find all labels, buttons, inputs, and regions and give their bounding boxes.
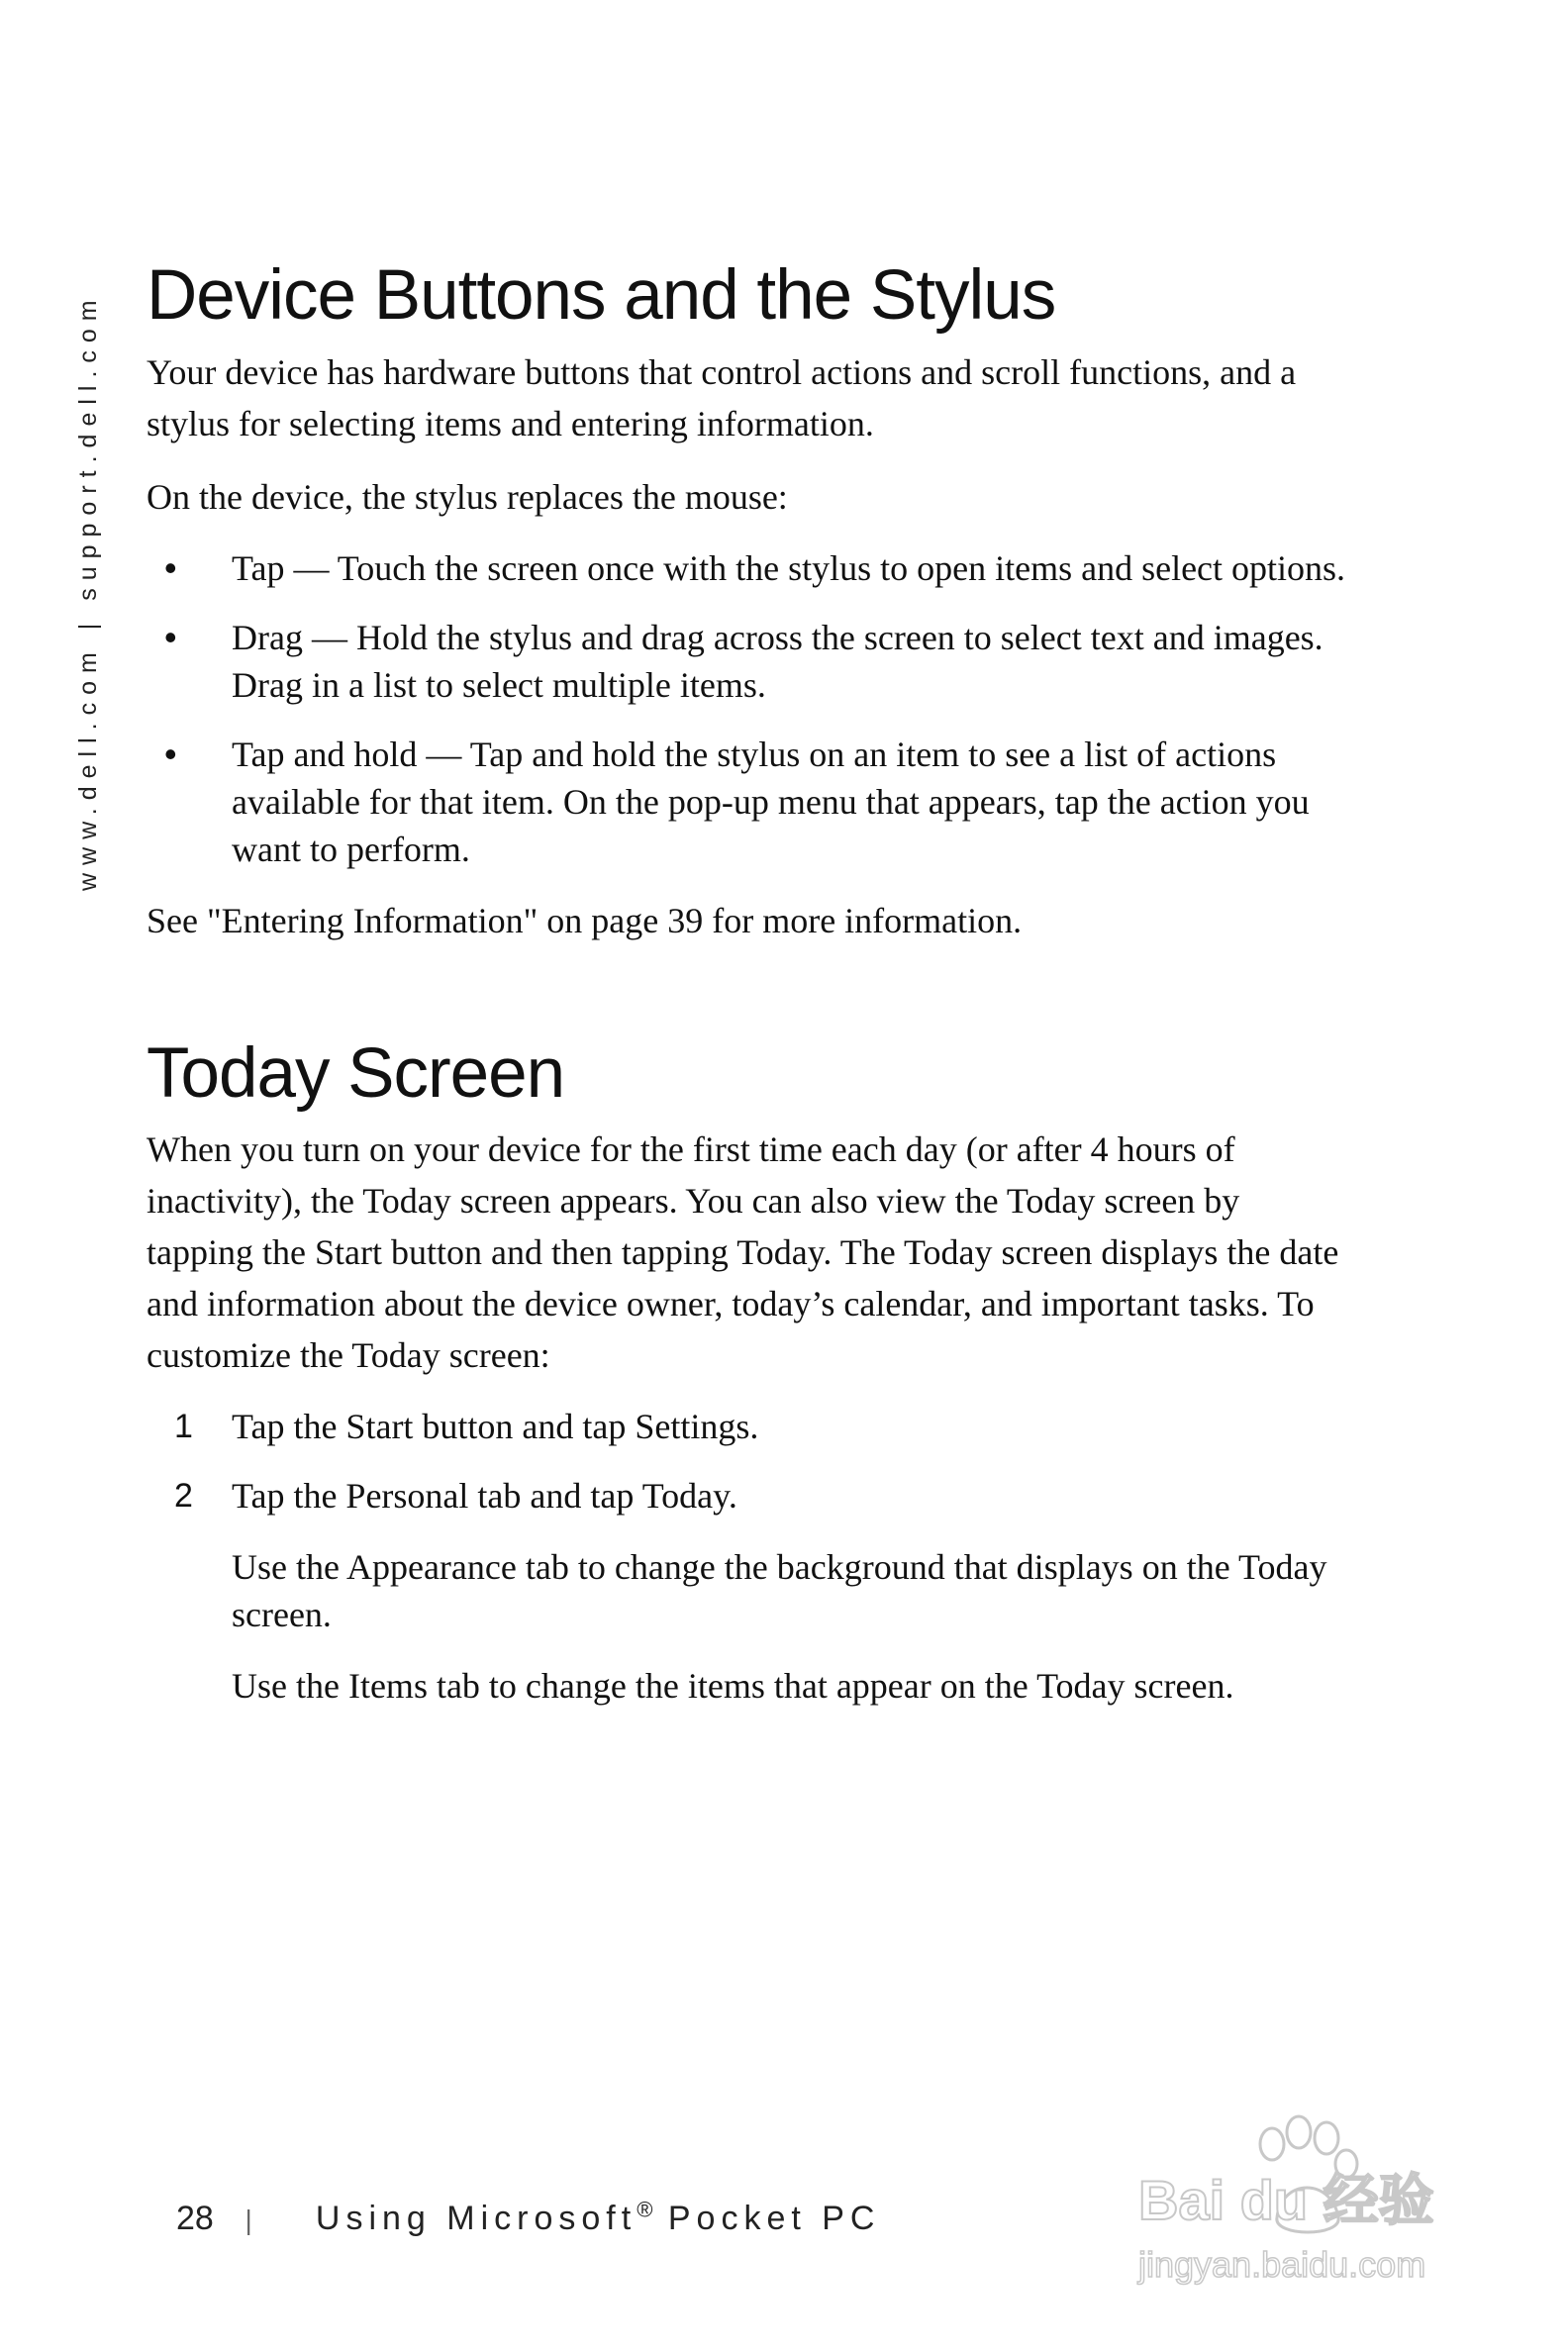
step-text: Tap the Personal tab and tap Today.: [232, 1476, 737, 1517]
paw-toe-icon: [1287, 2116, 1311, 2148]
page-number: 28: [176, 2200, 214, 2238]
list-item: [147, 1472, 1354, 1519]
list-item: [147, 1403, 1354, 1450]
baidu-jingyan-watermark: [1119, 2108, 1485, 2297]
stylus-actions-list: [147, 544, 1354, 873]
watermark-url: jingyan.baidu.com: [1138, 2244, 1426, 2285]
page-content: [147, 255, 1354, 1710]
section2-intro: When you turn on your device for the first time each day (or after 4 hours of inactivity), the Today screen appears. You can also view the Today screen by tapping the Start button and then tapping Today. The Today screen displays the date and information about the device owner, today’s calendar, and important tasks. To customize the Today screen:: [147, 1129, 1339, 1376]
step-number: 1: [174, 1408, 193, 1446]
bullet-text: Tap and hold — Tap and hold the stylus on an item to see a list of actions available for that item. On the pop-up menu that appears, tap the action you want to perform.: [232, 734, 1310, 869]
bullet-text: Tap — Touch the screen once with the stylus to open items and select options.: [232, 547, 1346, 588]
list-item: [147, 544, 1354, 592]
side-url: www.dell.com | support.dell.com: [74, 292, 102, 891]
bullet-icon: •: [164, 733, 177, 774]
step-number: 2: [174, 1477, 193, 1516]
chapter-title-prefix: Using Microsoft: [315, 2200, 637, 2238]
bullet-icon: •: [164, 546, 177, 588]
list-item: [147, 731, 1354, 873]
chapter-title-suffix: Pocket PC: [667, 2200, 881, 2238]
section-heading-device-buttons: Device Buttons and the Stylus: [147, 256, 1056, 335]
chapter-title: [316, 2200, 881, 2237]
section1-intro: Your device has hardware buttons that control actions and scroll functions, and a stylus for selecting items and entering information.: [147, 351, 1297, 443]
appearance-tab-note: Use the Appearance tab to change the background that displays on the Today screen.: [232, 1547, 1327, 1635]
customize-steps-list: [147, 1403, 1354, 1519]
bullet-text: Drag — Hold the stylus and drag across the screen to select text and images. Drag in a list to select multiple items.: [232, 617, 1323, 705]
see-also-reference: See "Entering Information" on page 39 for more information.: [147, 900, 1023, 940]
section-heading-today-screen: Today Screen: [147, 1033, 565, 1113]
paw-toe-icon: [1315, 2122, 1338, 2154]
items-tab-note: Use the Items tab to change the items that appear on the Today screen.: [232, 1666, 1234, 1707]
list-item: [147, 614, 1354, 709]
section1-lead: On the device, the stylus replaces the mouse:: [147, 476, 788, 517]
bullet-icon: •: [164, 616, 177, 657]
registered-mark: ®: [637, 2198, 653, 2222]
watermark-brand: Bai du 经验: [1138, 2169, 1434, 2231]
step-text: Tap the Start button and tap Settings.: [232, 1407, 759, 1447]
paw-toe-icon: [1260, 2128, 1284, 2160]
page-footer: [176, 2198, 880, 2238]
footer-separator: |: [245, 2205, 252, 2236]
